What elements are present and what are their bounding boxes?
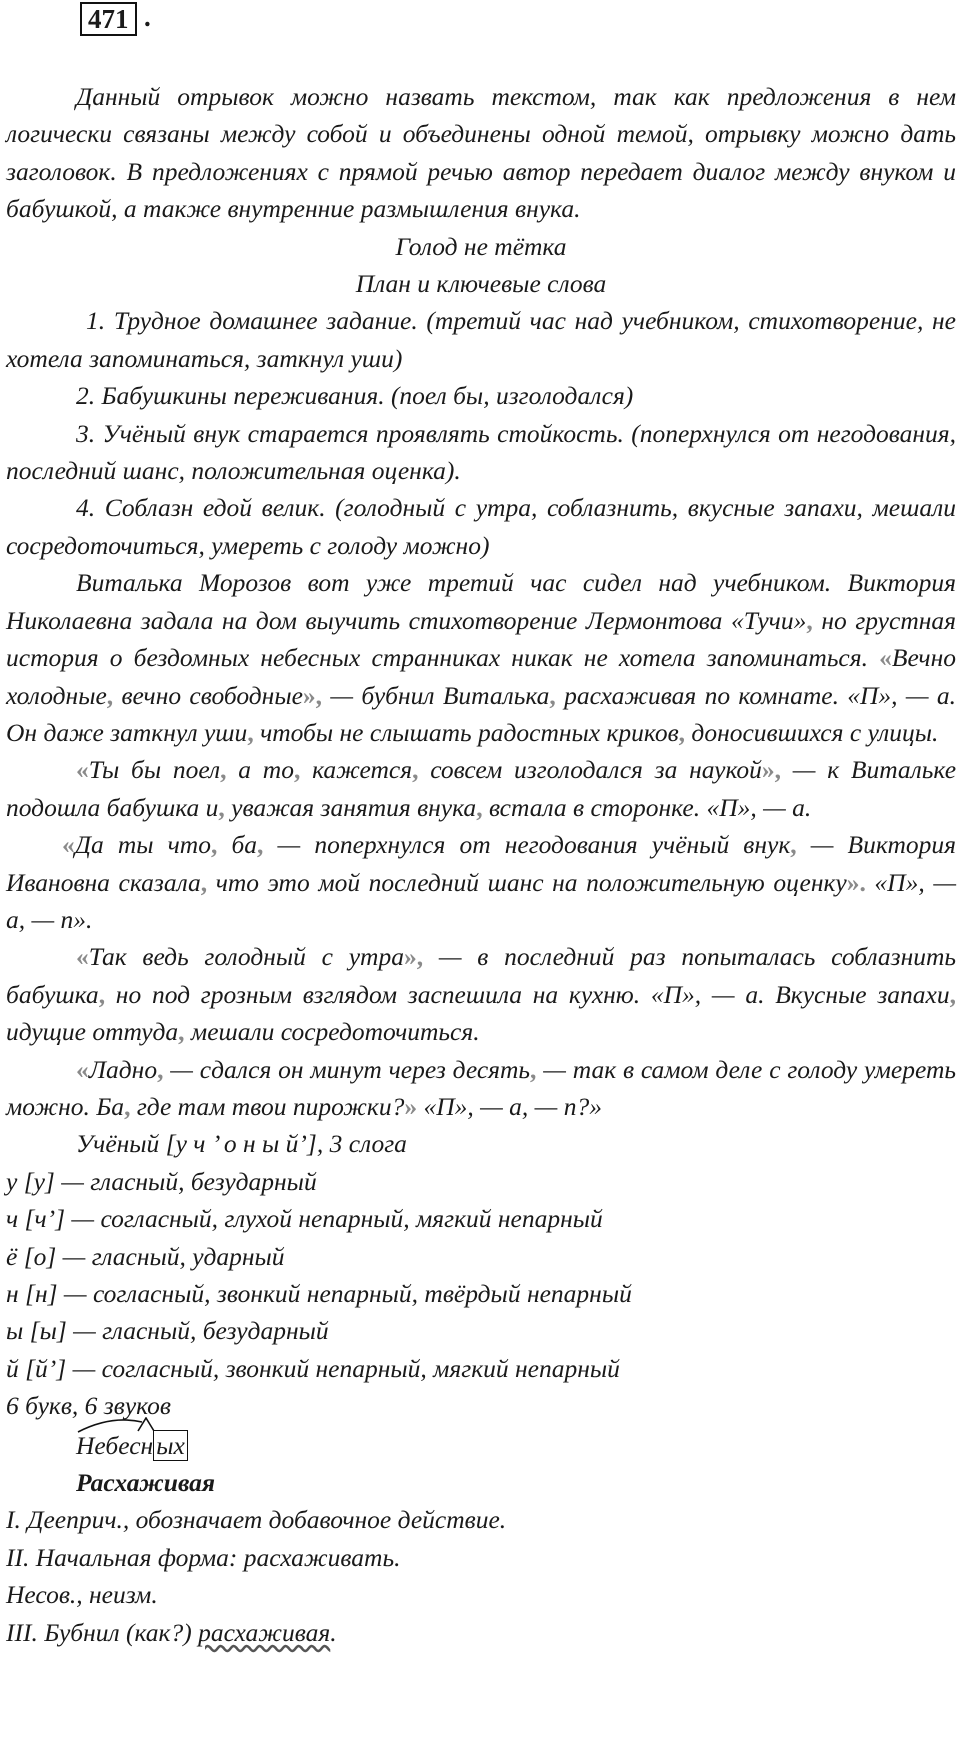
story-paragraph: «Ладно, — сдался он минут через десять, — так в самом деле с голоду умереть можно. Ба, где там твои пирожки?» «П», — а, — п?» xyxy=(6,1054,956,1121)
phonetic-row: ч [ч’] — согласный, глухой непарный, мягкий непарный xyxy=(6,1204,603,1234)
task-number-dot: . xyxy=(144,2,151,32)
plan-item: 3. Учёный внук старается проявлять стойкость. (поперхнулся от негодования, последний шанс, положительная оценка). xyxy=(6,418,956,486)
morph-analysis-line: Несов., неизм. xyxy=(6,1580,158,1610)
plan-item: 1. Трудное домашнее задание. (третий час над учебником, стихотворение, не хотела запоминаться, заткнул уши) xyxy=(6,306,956,373)
document-body xyxy=(6,78,956,1651)
phonetic-header: Учёный [у ч ’ о н ы й’], 3 слога xyxy=(76,1129,407,1159)
morpheme-parse xyxy=(6,1425,956,1464)
morph-analysis-line: III. Бубнил (как?) расхаживая. xyxy=(6,1617,337,1647)
morph-analysis-line: I. Дееприч., обозначает добавочное действие. xyxy=(6,1505,507,1535)
story-paragraph: «Да ты что, ба, — поперхнулся от негодования учёный внук, — Виктория Ивановна сказала, что это мой последний шанс на положительную оценку». «П», — а, — п». xyxy=(6,830,956,934)
phonetic-row: у [у] — гласный, безударный xyxy=(6,1166,317,1196)
morph-analysis-line: II. Начальная форма: расхаживать. xyxy=(6,1542,401,1572)
stem-text: Небесн xyxy=(76,1430,154,1460)
phonetic-row: ы [ы] — гласный, безударный xyxy=(6,1316,329,1346)
text-title: Голод не тётка xyxy=(395,231,567,261)
morpheme-word xyxy=(76,1425,188,1464)
story-paragraph: «Ты бы поел, а то, кажется, совсем изголодался за наукой», — к Витальке подошла бабушка и, уважая занятия внука, встала в сторонке. «П», — а. xyxy=(6,755,957,822)
phonetic-row: й [й’] — согласный, звонкий непарный, мягкий непарный xyxy=(6,1353,620,1383)
story-paragraph: «Так ведь голодный с утра», — в последний раз попыталась соблазнить бабушка, но под грозным взглядом заспешила на кухню. «П», — а. Вкусные запахи, идущие оттуда, мешали сосредоточиться. xyxy=(6,942,956,1047)
plan-item: 2. Бабушкины переживания. (поел бы, изголодался) xyxy=(76,381,634,411)
story-paragraph: Виталька Морозов вот уже третий час сидел над учебником. Виктория Николаевна задала на дом выучить стихотворение Лермонтова «Тучи», но грустная история о бездомных небесных странниках никак не хотела запоминаться. «Вечно холодные, вечно свободные», — бубнил Виталька, расхаживая по комнате. «П», — а. Он даже заткнул уши, чтобы не слышать радостных криков, доносившихся с улицы. xyxy=(6,568,956,747)
phonetic-row: ё [о] — гласный, ударный xyxy=(6,1241,285,1271)
root-arc-icon xyxy=(76,1417,156,1433)
task-number-box: 471 xyxy=(80,2,137,36)
word-ending-box: ых xyxy=(153,1430,188,1461)
intro-paragraph: Данный отрывок можно назвать текстом, так как предложения в нем логически связаны между собой и объединены одной темой, отрывку можно дать заголовок. В предложениях с прямой речью автор передает диалог между внуком и бабушкой, а также внутренние размышления внука. xyxy=(6,82,956,224)
phonetic-row: н [н] — согласный, звонкий непарный, твёрдый непарный xyxy=(6,1279,632,1308)
phonetic-summary: 6 букв, 6 звуков xyxy=(6,1391,171,1421)
plan-item: 4. Соблазн едой велик. (голодный с утра, соблазнить, вкусные запахи, мешали сосредоточиться, умереть с голоду можно) xyxy=(6,493,956,560)
plan-title: План и ключевые слова xyxy=(355,269,607,299)
morph-analysis-word: Расхаживая xyxy=(76,1468,216,1498)
wavy-underlined-word: расхаживая xyxy=(198,1617,331,1647)
word-stem xyxy=(76,1427,153,1464)
